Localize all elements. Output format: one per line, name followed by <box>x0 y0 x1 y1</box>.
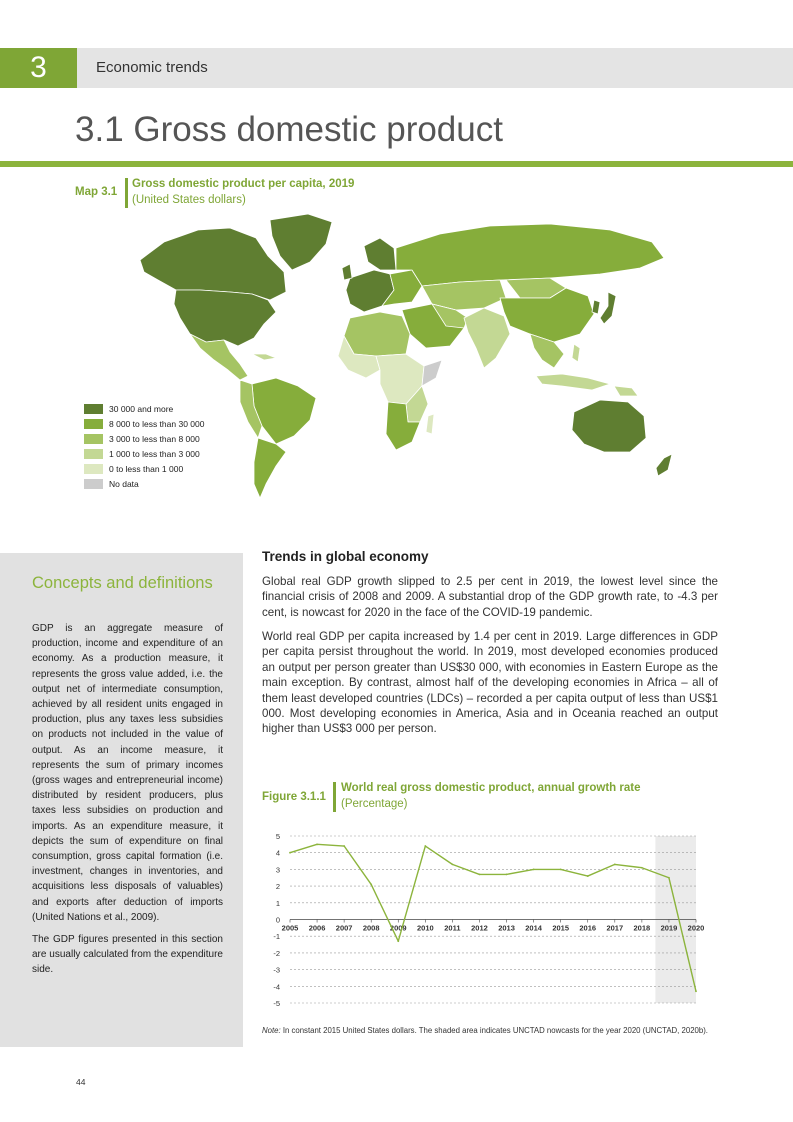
data-point <box>560 869 562 871</box>
map-western-europe <box>346 270 394 312</box>
legend-item-no-data <box>84 476 204 491</box>
figure-note <box>262 1025 722 1036</box>
legend-label: No data <box>109 478 139 489</box>
y-tick-label: -2 <box>273 948 280 958</box>
x-tick-label: 2010 <box>416 923 434 933</box>
figure-caption-tick <box>333 782 336 812</box>
legend-label: 30 000 and more <box>109 403 174 414</box>
chapter-number: 3 <box>0 48 77 88</box>
map-indonesia <box>536 374 610 390</box>
body-paragraph-2: World real GDP per capita increased by 1.4 per cent in 2019. Large differences in GDP per capita persist throughout the world. In 2019, most developed economies produced an output per person greater than US$30 000, with economies in Eastern Europe as the main exception. By contrast, almost half of the developing economies in Africa – all of them least developed countries (LDCs) – recorded a per capita output of less than US$1 000. Most developing economies in America, Asia and in Oceania reached an output higher than US$3 000 per person. <box>262 630 718 736</box>
figure-caption <box>341 780 640 812</box>
x-tick-label: 2017 <box>606 923 624 933</box>
x-tick-label: 2012 <box>471 923 488 933</box>
y-tick-label: 1 <box>275 898 280 908</box>
legend-swatch <box>84 449 103 459</box>
map-russia <box>396 224 664 286</box>
section-divider <box>0 161 793 167</box>
y-tick-label: -4 <box>273 982 280 992</box>
map-uk <box>342 264 352 280</box>
figure-title: World real gross domestic product, annual growth rate <box>341 782 641 794</box>
legend-swatch <box>84 479 103 489</box>
sidebar-heading: Concepts and definitions <box>32 574 213 592</box>
x-tick-label: 2015 <box>552 923 570 933</box>
legend-item-8000-30000 <box>84 416 204 431</box>
legend-item-1000-3000 <box>84 446 204 461</box>
data-point <box>587 875 589 877</box>
data-point <box>370 884 372 886</box>
note-text: In constant 2015 United States dollars. The shaded area indicates UNCTAD nowcasts for the year 2020 (UNCTAD, 2020b). <box>282 1026 708 1035</box>
legend-swatch <box>84 434 103 444</box>
x-tick-label: 2005 <box>281 923 299 933</box>
y-tick-label: 2 <box>275 882 280 892</box>
data-point <box>424 845 426 847</box>
map-new-zealand <box>656 454 672 476</box>
map-canada <box>140 228 286 300</box>
sidebar-paragraph-2: The GDP figures presented in this section are usually calculated from the expenditure side. <box>32 934 223 976</box>
page-number: 44 <box>76 1077 86 1087</box>
x-tick-label: 2007 <box>335 923 353 933</box>
figure-subtitle: (Percentage) <box>341 798 408 810</box>
x-tick-label: 2019 <box>660 923 678 933</box>
data-point <box>452 863 454 865</box>
data-point <box>397 940 399 942</box>
y-tick-label: -3 <box>273 965 280 975</box>
x-tick-label: 2020 <box>687 923 705 933</box>
map-label: Map 3.1 <box>75 186 118 198</box>
data-point <box>343 845 345 847</box>
y-tick-label: -5 <box>273 999 280 1008</box>
legend-label: 0 to less than 1 000 <box>109 463 184 474</box>
map-brazil <box>252 378 316 444</box>
legend-swatch <box>84 419 103 429</box>
x-tick-label: 2006 <box>308 923 326 933</box>
legend-swatch <box>84 404 103 414</box>
data-point <box>533 869 535 871</box>
x-tick-label: 2011 <box>444 923 461 933</box>
y-tick-label: 5 <box>275 832 280 841</box>
legend-item-30000-more <box>84 401 204 416</box>
y-tick-label: 4 <box>275 848 280 858</box>
map-southern-cone <box>254 438 286 498</box>
trends-heading: Trends in global economy <box>262 549 429 564</box>
data-point <box>479 874 481 876</box>
map-madagascar <box>426 414 434 434</box>
data-point <box>668 877 670 879</box>
legend-label: 8 000 to less than 30 000 <box>109 418 205 429</box>
map-caption-tick <box>125 178 128 208</box>
x-tick-label: 2018 <box>633 923 651 933</box>
y-tick-label: -1 <box>273 932 280 942</box>
map-papua <box>614 386 638 396</box>
map-greenland <box>270 214 332 270</box>
data-point <box>316 843 318 845</box>
body-paragraph-1: Global real GDP growth slipped to 2.5 per cent in 2019, the lowest level since the financial crisis of 2008 and 2009. A substantial drop of the GDP growth rate, to -4.3 per cent, is nowcast for 2020 in the face of the COVID-19 pandemic. <box>262 575 718 619</box>
map-india <box>464 308 510 368</box>
y-tick-label: 3 <box>275 865 280 875</box>
data-point <box>695 990 697 992</box>
map-australia <box>572 400 646 452</box>
section-title: 3.1 Gross domestic product <box>75 110 503 149</box>
map-korea <box>592 300 600 314</box>
map-caption <box>132 176 354 208</box>
map-usa <box>174 290 276 346</box>
data-point <box>641 867 643 869</box>
x-tick-label: 2009 <box>389 923 407 933</box>
data-point <box>289 852 291 854</box>
map-title: Gross domestic product per capita, 2019 <box>132 178 355 190</box>
data-point <box>614 863 616 865</box>
x-tick-label: 2014 <box>525 923 542 933</box>
map-subtitle: (United States dollars) <box>132 194 246 206</box>
map-horn-of-africa <box>422 360 442 386</box>
map-philippines <box>572 344 580 362</box>
chapter-title: Economic trends <box>96 59 208 76</box>
x-tick-label: 2013 <box>498 923 515 933</box>
note-prefix: Note: <box>262 1026 281 1035</box>
data-point <box>506 874 508 876</box>
map-legend <box>84 401 204 491</box>
gdp-growth-chart <box>262 826 722 1011</box>
sidebar-paragraph-1: GDP is an aggregate measure of production, income and expenditure of an economy. As a production measure, it represents the gross value added, i.e. the output net of intermediate consumption, achieved by all resident units engaged in production, plus any taxes less subsidies on products not included in the value of output. As an income measure, it represents the sum of primary incomes (gross wages and entrepreneurial income) distributed by resident producers, plus taxes less subsidies on production and imports. As an expenditure measure, it depicts the sum of expenditure on final consumption, gross capital formation (i.e. investment, changes in inventories, and acquisitions less disposals of valuables) and exports after deduction of imports (United Nations et al., 2009). <box>32 623 223 923</box>
map-caribbean <box>252 354 276 360</box>
y-tick-label: 0 <box>275 915 280 925</box>
map-north-africa <box>344 312 410 356</box>
legend-swatch <box>84 464 103 474</box>
x-tick-label: 2008 <box>362 923 380 933</box>
legend-item-3000-8000 <box>84 431 204 446</box>
map-scandinavia <box>364 238 396 270</box>
legend-label: 1 000 to less than 3 000 <box>109 448 200 459</box>
legend-label: 3 000 to less than 8 000 <box>109 433 200 444</box>
map-japan <box>600 292 616 324</box>
legend-item-0-1000 <box>84 461 204 476</box>
figure-label: Figure 3.1.1 <box>262 791 326 803</box>
x-tick-label: 2016 <box>579 923 597 933</box>
gdp-growth-line <box>290 844 696 991</box>
